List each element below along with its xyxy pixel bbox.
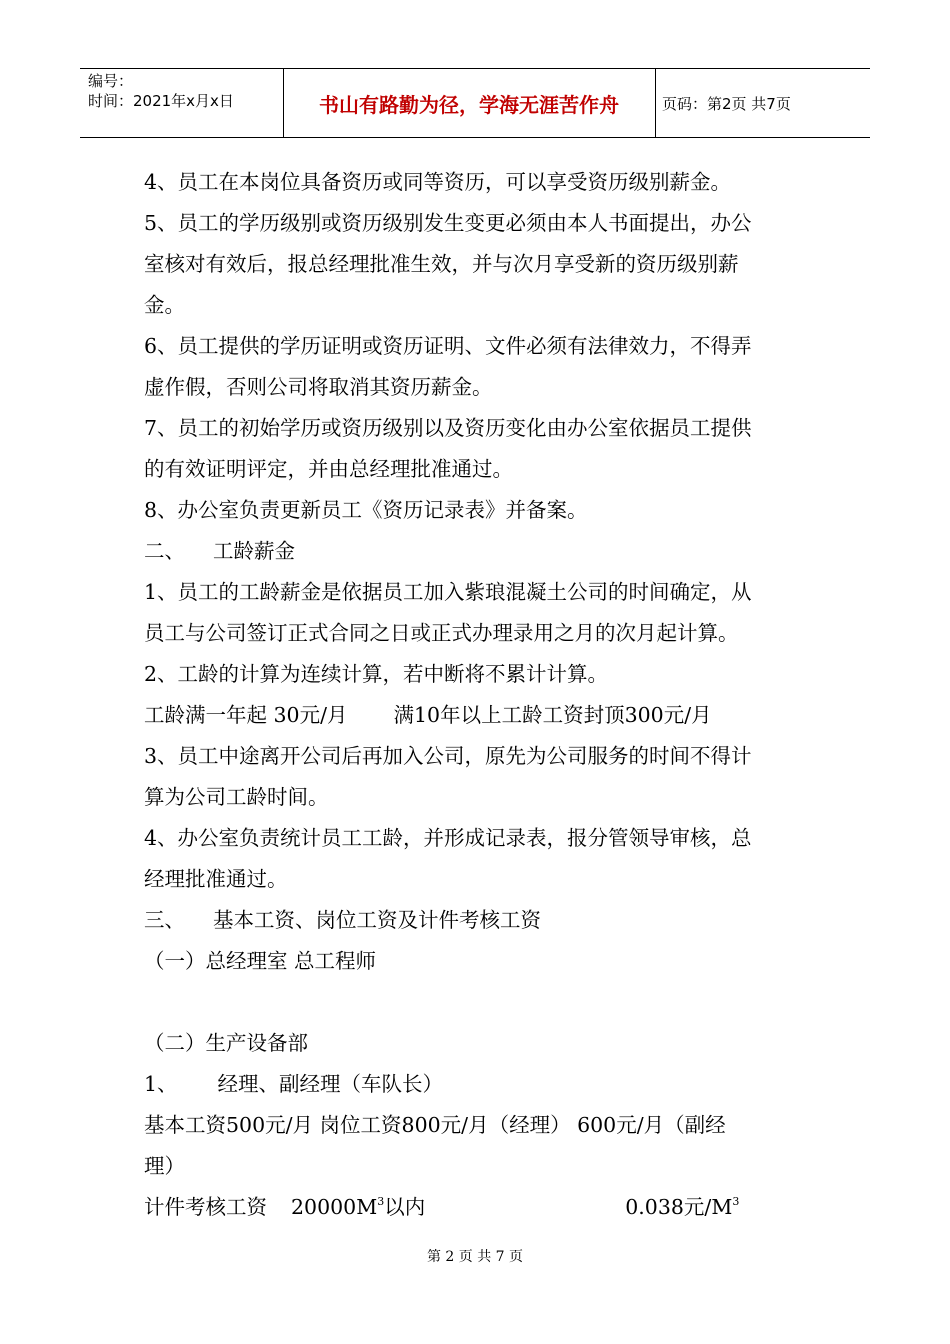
paragraph-line: 理）	[144, 1154, 185, 1178]
paragraph-line: 2、工龄的计算为连续计算，若中断将不累计计算。	[144, 662, 609, 686]
section-heading	[144, 900, 809, 941]
number-label: 编号：	[88, 72, 134, 90]
paragraph-line: 6、员工提供的学历证明或资历证明、文件必须有法律效力，不得弄	[144, 334, 752, 358]
section-title: 基本工资、岗位工资及计件考核工资	[213, 908, 541, 932]
piece-rate-within: 以内	[384, 1195, 426, 1219]
page-footer: 第 2 页 共 7 页	[426, 1249, 524, 1265]
paragraph-line: 算为公司工龄时间。	[144, 785, 329, 809]
paragraph-line: 4、办公室负责统计员工工龄，并形成记录表，报分管领导审核，总	[144, 826, 752, 850]
section-number: 二、	[144, 539, 185, 563]
piece-rate-volume: 20000M	[291, 1195, 378, 1219]
paragraph-line: 金。	[144, 293, 185, 317]
seniority-cap-rate: 满10年以上工龄工资封顶300元/月	[393, 703, 712, 727]
paragraph-line: 3、员工中途离开公司后再加入公司，原先为公司服务的时间不得计	[144, 744, 752, 768]
paragraph-line: 的有效证明评定，并由总经理批准通过。	[144, 457, 513, 481]
section-number: 三、	[144, 908, 185, 932]
piece-rate-line	[144, 1187, 809, 1228]
paragraph-line: 1、员工的工龄薪金是依据员工加入紫琅混凝土公司的时间确定，从	[144, 580, 752, 604]
section-title: 工龄薪金	[213, 539, 295, 563]
header-page-number: 页码：第2页 共7页	[662, 94, 791, 113]
paragraph-line: 室核对有效后，报总经理批准生效，并与次月享受新的资历级别薪	[144, 252, 739, 276]
seniority-start-rate: 工龄满一年起 30元/月	[144, 703, 348, 727]
paragraph-line: 4、员工在本岗位具备资历或同等资历，可以享受资历级别薪金。	[144, 170, 732, 194]
header-divider	[655, 69, 656, 137]
subsection-heading: （一）总经理室 总工程师	[144, 949, 377, 973]
paragraph-line	[144, 695, 809, 736]
paragraph-line: 经理批准通过。	[144, 867, 288, 891]
header-motto: 书山有路勤为径，学海无涯苦作舟	[319, 92, 619, 117]
paragraph-line: 7、员工的初始学历或资历级别以及资历变化由办公室依据员工提供	[144, 416, 752, 440]
superscript: 3	[377, 1195, 385, 1208]
time-label: 时间：2021年x月x日	[88, 92, 234, 110]
subsection-heading: （二）生产设备部	[144, 1031, 308, 1055]
paragraph-line: 基本工资500元/月 岗位工资800元/月（经理） 600元/月（副经	[144, 1113, 726, 1137]
paragraph-line: 8、办公室负责更新员工《资历记录表》并备案。	[144, 498, 588, 522]
paragraph-line: 员工与公司签订正式合同之日或正式办理录用之月的次月起计算。	[144, 621, 739, 645]
piece-rate-label: 计件考核工资	[144, 1195, 267, 1219]
document-body	[144, 162, 809, 1228]
item-title: 经理、副经理（车队长）	[217, 1072, 444, 1096]
document-header	[80, 68, 870, 138]
item-heading	[144, 1064, 809, 1105]
superscript: 3	[732, 1195, 740, 1208]
paragraph-line: 5、员工的学历级别或资历级别发生变更必须由本人书面提出，办公	[144, 211, 752, 235]
header-meta	[88, 71, 278, 111]
paragraph-line: 虚作假，否则公司将取消其资历薪金。	[144, 375, 493, 399]
item-number: 1、	[144, 1072, 178, 1096]
piece-rate-price: 0.038元/M	[625, 1195, 733, 1219]
section-heading	[144, 531, 809, 572]
